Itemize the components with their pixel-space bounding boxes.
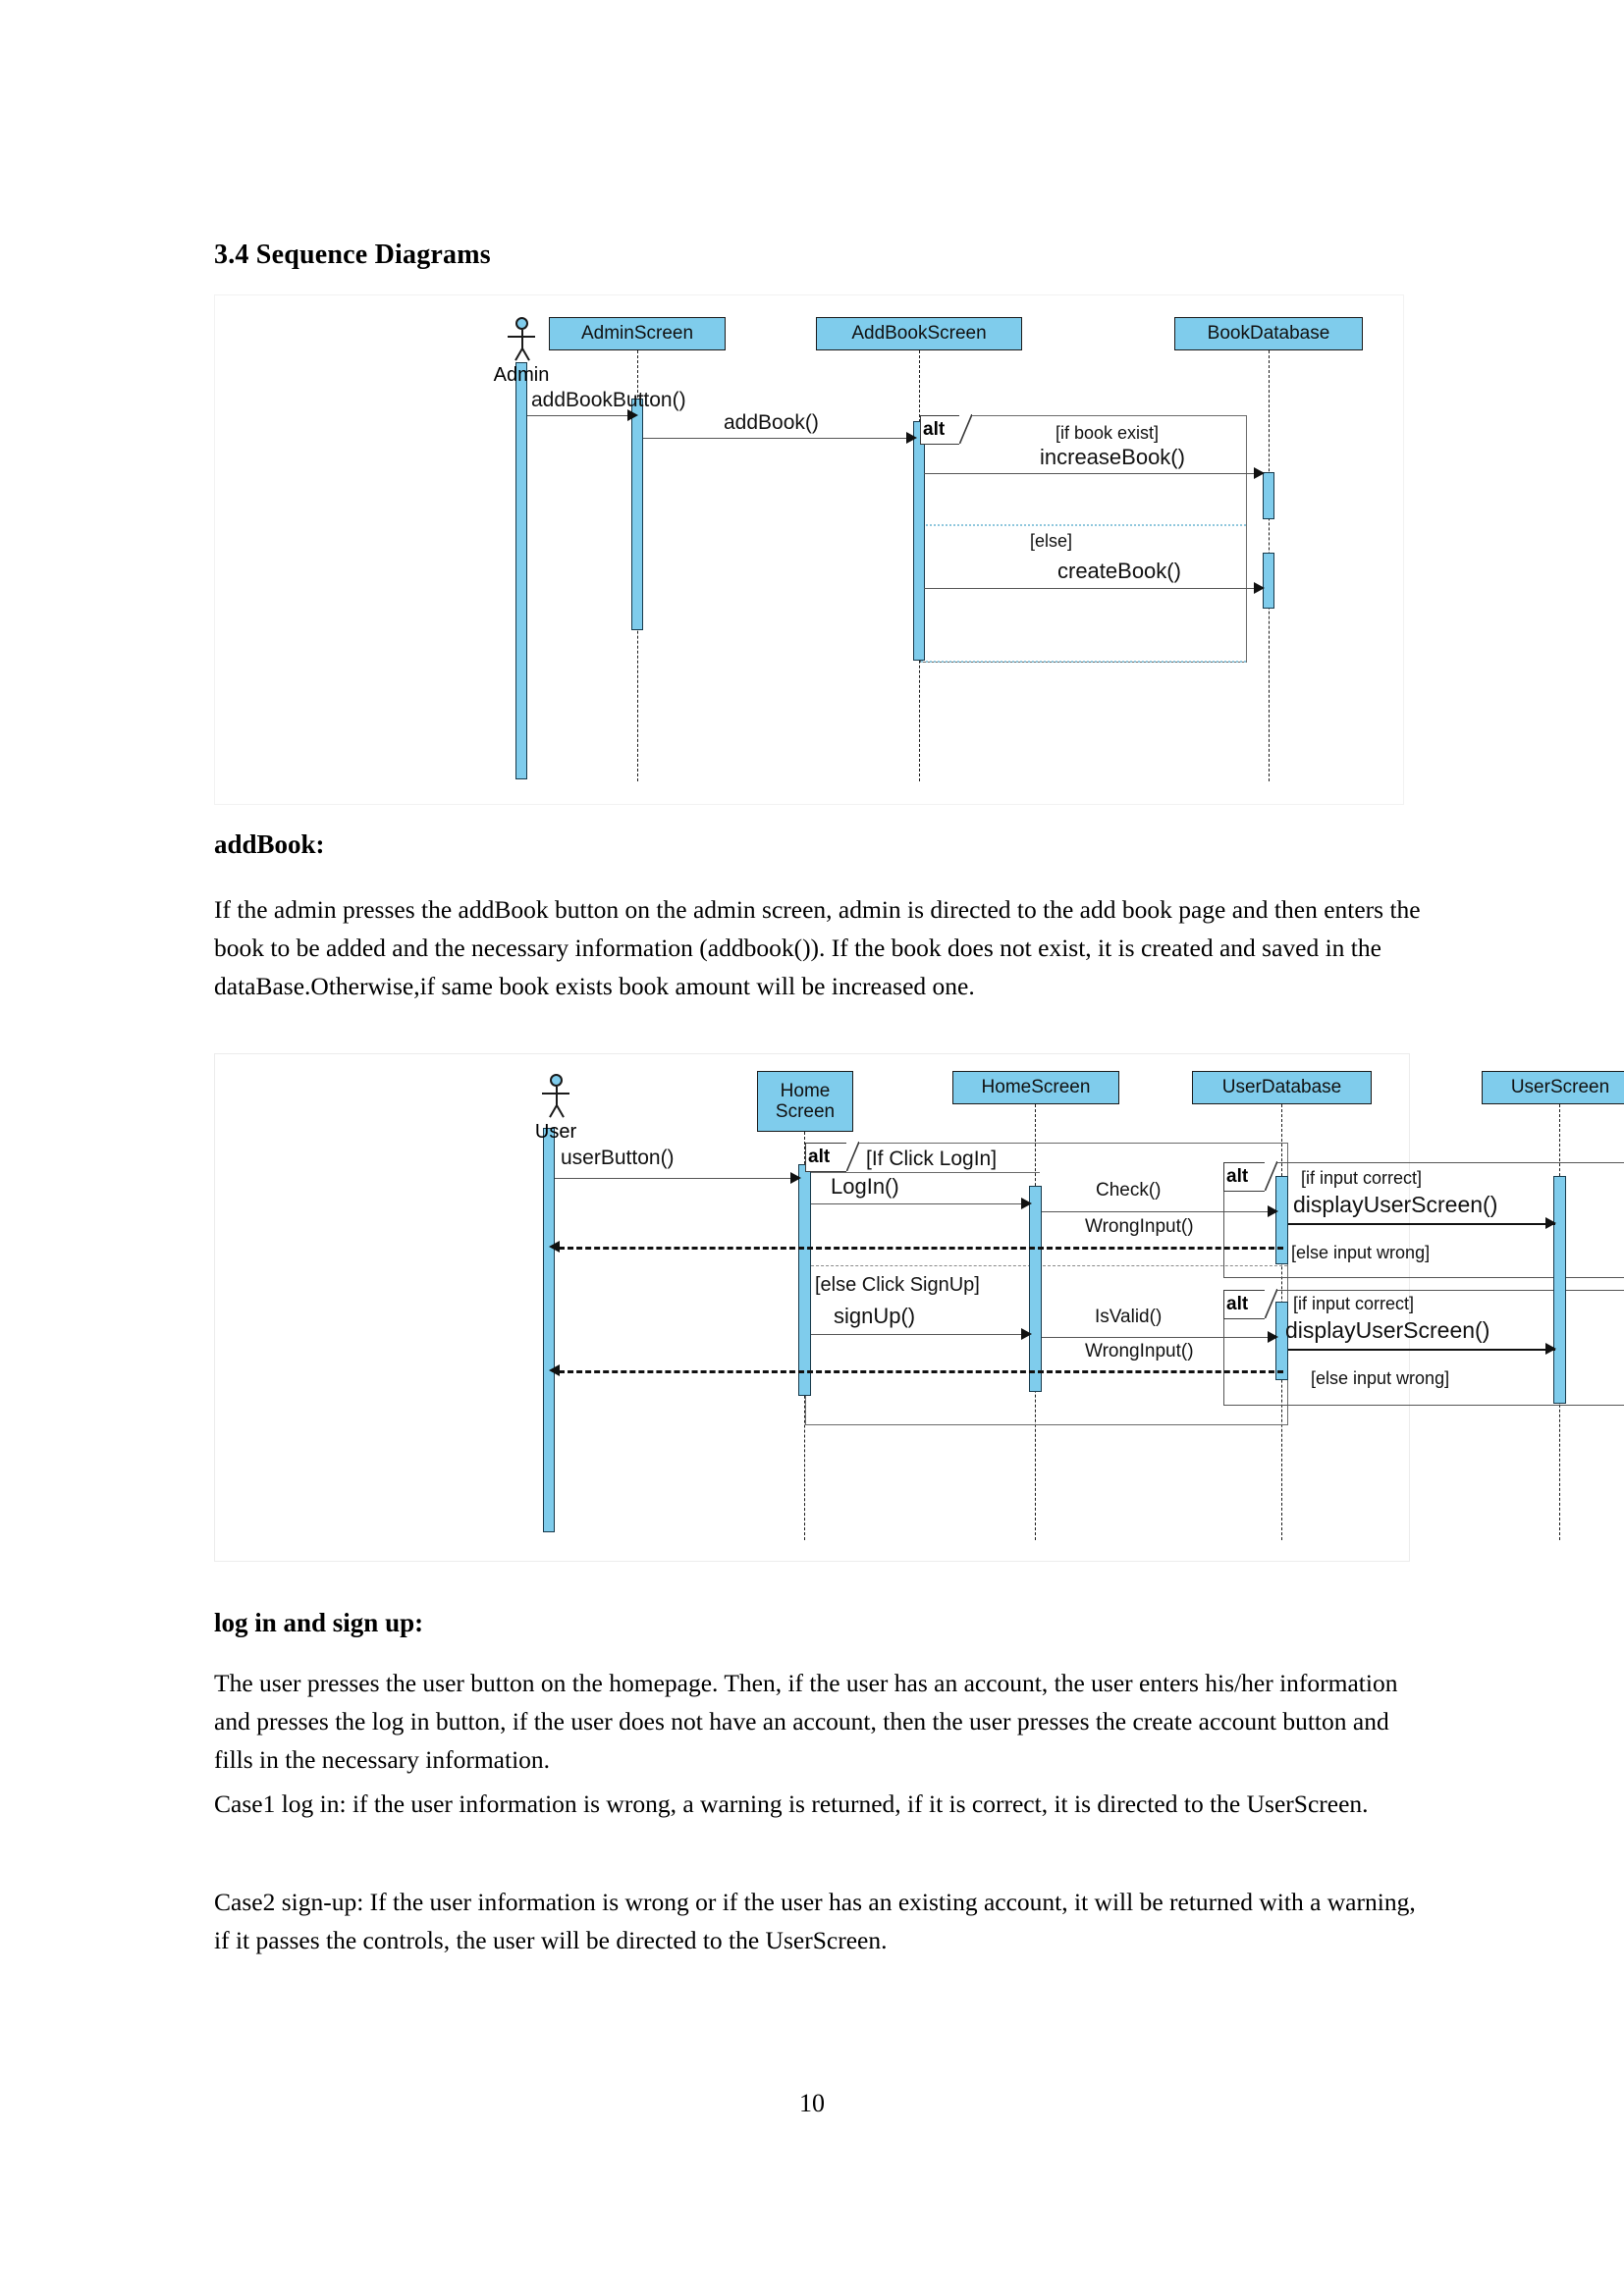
message-label-check: Check() [1096,1180,1162,1201]
message-label-displayuserscreen-1: displayUserScreen() [1293,1192,1498,1217]
arrowhead-signup [1021,1328,1032,1340]
activation-userscreen [1553,1176,1566,1404]
return-line-login [559,1247,1283,1250]
arrowhead-displayuserscreen-1 [1545,1217,1556,1229]
arrowhead-isvalid [1268,1331,1278,1343]
fragment-guard-else-input-wrong-2: [else input wrong] [1311,1368,1450,1388]
fragment-operator-alt-outer [805,1143,846,1172]
lifeline-box-adminscreen[interactable]: AdminScreen [549,317,726,350]
arrowhead-check [1268,1205,1278,1217]
paragraph-login-signup: The user presses the user button on the homepage. Then, if the user has an account, the user enters his/her information and presses the log in button, if the user does not have an account, then the user presses the create account button and fills in the necessary information. [214,1669,1398,1774]
sequence-diagram-addbook [215,295,1403,804]
message-label-addbookbutton: addBookButton() [531,389,686,411]
page-title: 3.4 Sequence Diagrams [214,240,491,270]
message-line-addbook [643,438,913,439]
message-line-displayuserscreen-2 [1288,1349,1555,1351]
message-label-increasebook: increaseBook() [1040,445,1185,469]
lifeline-box-userdatabase[interactable]: UserDatabase [1192,1071,1372,1104]
lifeline-box-bookdatabase[interactable]: BookDatabase [1174,317,1363,350]
fragment-operator-label: alt [923,419,946,440]
message-line-addbookbutton [527,415,631,416]
lifeline-box-userscreen[interactable]: UserScreen [1482,1071,1624,1104]
message-label-wronginput-signup: WrongInput() [1085,1341,1194,1362]
figure-addbook-sequence-diagram [214,294,1404,805]
figure-login-signup-sequence-diagram [214,1053,1610,1562]
sequence-diagram-login-signup [215,1054,1610,1561]
paragraph-case1: Case1 log in: if the user information is wrong, a warning is returned, if it is correct, it is directed to the UserScreen. [214,1789,1369,1818]
actor-stick-figure-icon [539,1074,572,1121]
message-label-signup: signUp() [834,1304,916,1328]
return-line-signup [559,1370,1283,1373]
fragment-corner-icon [1265,1289,1277,1318]
fragment-divider-addbook [921,524,1246,526]
page-number: 10 [799,2089,825,2117]
activation-homescreen [1029,1186,1042,1392]
paragraph-addbook: If the admin presses the addBook button on the admin screen, admin is directed to the add book page and then enters the book to be added and the necessary information (addbook()). If the book does not exist, it is created and saved in the dataBase.Otherwise,if same book exists book amount will be increased one. [214,895,1421,1000]
message-line-increasebook [924,473,1263,474]
fragment-corner-icon [959,414,972,444]
fragment-guard-if-click-login: [If Click LogIn] [866,1148,998,1170]
arrowhead-return-login [549,1241,560,1253]
fragment-bottom-edge-addbook [921,661,1246,663]
arrowhead-displayuserscreen-2 [1545,1343,1556,1355]
message-line-createbook [924,588,1263,589]
fragment-guard-else: [else] [1030,531,1073,551]
activation-user [543,1128,555,1532]
activation-admin [515,362,527,779]
fragment-operator-label: alt [1226,1166,1249,1187]
lifeline-box-addbookscreen[interactable]: AddBookScreen [816,317,1022,350]
fragment-guard-if-book-exist: [if book exist] [1056,423,1160,443]
arrowhead-increasebook [1254,467,1265,479]
activation-bookdatabase-1 [1263,472,1274,519]
paragraph-case2: Case2 sign-up: If the user information is wrong or if the user has an existing account, it will be returned with a warning, if it passes the controls, the user will be directed to the UserScreen. [214,1888,1416,1954]
fragment-guard-if-input-correct-1: [if input correct] [1301,1168,1423,1188]
arrowhead-login [1021,1198,1032,1209]
message-label-displayuserscreen-2: displayUserScreen() [1285,1317,1490,1343]
message-label-wronginput-login: WrongInput() [1085,1216,1194,1237]
message-label-addbook: addBook() [724,411,819,434]
fragment-guard-else-input-wrong-1: [else input wrong] [1291,1243,1431,1262]
lifeline-box-homescreen[interactable]: HomeScreen [952,1071,1119,1104]
fragment-operator-alt-inner-2 [1223,1290,1265,1319]
lifeline-label-line1: Home [780,1080,831,1101]
fragment-operator-alt-inner-1 [1223,1162,1265,1192]
arrowhead-return-signup [549,1364,560,1376]
message-line-check [1042,1211,1275,1212]
message-line-login [811,1203,1029,1204]
actor-stick-figure-icon [505,317,538,364]
fragment-guard-else-click-signup: [else Click SignUp] [815,1274,980,1296]
actor-label-user: User [534,1121,577,1143]
arrowhead-userbutton [790,1172,801,1184]
fragment-guard-underline-outer [806,1172,1040,1173]
fragment-operator-label: alt [808,1147,831,1167]
fragment-divider-outer [806,1265,1287,1266]
actor-label-admin: Admin [493,364,550,386]
message-label-login: LogIn() [831,1174,899,1199]
activation-addbookscreen [913,421,925,661]
heading-addbook: addBook: [214,829,325,859]
heading-login-signup: log in and sign up: [214,1608,424,1637]
fragment-guard-if-input-correct-2: [if input correct] [1293,1294,1415,1313]
message-label-userbutton: userButton() [561,1147,675,1169]
message-label-createbook: createBook() [1057,559,1181,583]
message-line-displayuserscreen-1 [1288,1223,1555,1225]
message-line-isvalid [1042,1337,1275,1338]
lifeline-label-line2: Screen [775,1101,836,1122]
lifeline-box-homescreen-actor[interactable] [757,1071,853,1132]
arrowhead-addbook [906,432,917,444]
activation-adminscreen [631,399,643,630]
fragment-operator-alt [920,415,959,445]
message-line-signup [811,1334,1029,1335]
activation-bookdatabase-2 [1263,553,1274,609]
arrowhead-createbook [1254,582,1265,594]
fragment-operator-label: alt [1226,1294,1249,1314]
activation-homescreen-actor [798,1164,811,1396]
message-line-userbutton [555,1178,798,1179]
message-label-isvalid: IsValid() [1095,1307,1163,1327]
fragment-corner-icon [846,1142,859,1171]
fragment-corner-icon [1265,1161,1277,1191]
